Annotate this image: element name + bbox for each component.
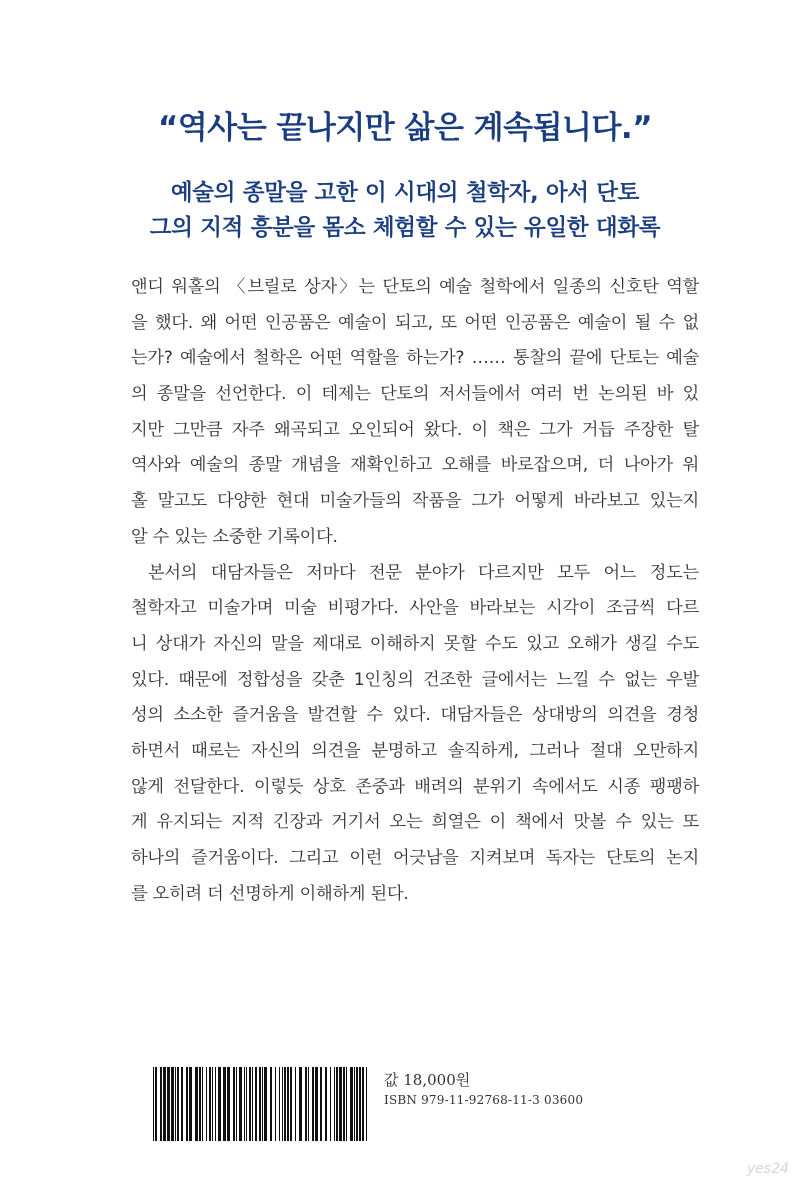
barcode-bar <box>315 1067 318 1141</box>
paragraph-2-line: 니 상대가 자신의 말을 제대로 이해하지 못할 수도 있고 오해가 생길 수도 <box>131 633 699 654</box>
barcode-bar <box>330 1067 331 1141</box>
barcode-bar <box>212 1067 213 1141</box>
headline-quote: “역사는 끝나지만 삶은 계속됩니다.” <box>157 110 653 146</box>
barcode-bar <box>262 1067 263 1141</box>
paragraph-2-line: 게 유지되는 지적 긴장과 거기서 오는 희열은 이 책에서 맛볼 수 있는 또 <box>131 812 699 833</box>
paragraph-1-line: 의 종말을 선언한다. 이 테제는 단토의 저서들에서 여러 번 논의된 바 있 <box>131 384 699 405</box>
barcode-bar <box>246 1067 247 1141</box>
barcode-bar <box>312 1067 314 1141</box>
isbn-barcode <box>153 1067 370 1141</box>
barcode-bar <box>259 1067 261 1141</box>
barcode-bar <box>339 1067 342 1141</box>
paragraph-2-line: 본서의 대담자들은 저마다 전문 분야가 다르지만 모두 어느 정도는 <box>148 562 699 583</box>
barcode-bar <box>209 1067 211 1141</box>
barcode-bar <box>189 1067 192 1141</box>
barcode-bar <box>356 1067 358 1141</box>
barcode-bar <box>325 1067 327 1141</box>
paragraph-2-line: 를 오히려 더 선명하게 이해하게 된다. <box>131 883 409 904</box>
subtitle-line-1: 예술의 종말을 고한 이 시대의 철학자, 아서 단토 <box>170 180 640 206</box>
barcode-bar <box>279 1067 280 1141</box>
barcode-bar <box>359 1067 361 1141</box>
barcode-bar <box>346 1067 347 1141</box>
barcode-bar <box>334 1067 335 1141</box>
barcode-bar <box>167 1067 170 1141</box>
barcode-bar <box>305 1067 307 1141</box>
paragraph-2-line: 있다. 때문에 정합성을 갖춘 1인칭의 건조한 글에서는 느낄 수 없는 우발 <box>131 669 699 690</box>
barcode-bar <box>270 1067 272 1141</box>
barcode-bar <box>350 1067 353 1141</box>
barcode-bar <box>195 1067 198 1141</box>
barcode-bar <box>252 1067 253 1141</box>
barcode-bar <box>215 1067 216 1141</box>
paragraph-2-line: 성의 소소한 즐거움을 발견할 수 있다. 대담자들은 상대방의 의견을 경청 <box>131 705 699 726</box>
barcode-bar <box>181 1067 183 1141</box>
barcode-bar <box>160 1067 162 1141</box>
barcode-bar <box>287 1067 289 1141</box>
barcode-bar <box>153 1067 154 1141</box>
barcode-bar <box>255 1067 257 1141</box>
barcode-bar <box>218 1067 221 1141</box>
barcode-bar <box>227 1067 230 1141</box>
yes24-watermark: yes24 <box>747 1161 790 1177</box>
isbn-label: ISBN 979-11-92768-11-3 03600 <box>384 1093 584 1107</box>
description-body <box>131 270 699 912</box>
barcode-bar <box>320 1067 322 1141</box>
barcode-bar <box>290 1067 292 1141</box>
barcode-bar <box>249 1067 251 1141</box>
paragraph-1-line: 을 했다. 왜 어떤 인공품은 예술이 되고, 또 어떤 인공품은 예술이 될 수 없 <box>131 312 699 333</box>
barcode-bar <box>239 1067 242 1141</box>
paragraph-1-line: 앤디 워홀의 〈브릴로 상자〉는 단토의 예술 철학에서 일종의 신호탄 역할 <box>131 277 699 297</box>
paragraph-2-line: 철학자고 미술가며 미술 비평가다. 사안을 바라보는 시각이 조금씩 다르 <box>131 598 699 619</box>
barcode-bar <box>354 1067 355 1141</box>
barcode-bar <box>236 1067 237 1141</box>
barcode-bar <box>233 1067 235 1141</box>
paragraph-2-line: 하면서 때로는 자신의 의견을 분명하고 솔직하게, 그러나 절대 오만하지 <box>131 740 699 761</box>
barcode-bar <box>284 1067 286 1141</box>
barcode-bar <box>163 1067 166 1141</box>
barcode-bar <box>308 1067 309 1141</box>
barcode-bar <box>206 1067 207 1141</box>
barcode-bar <box>336 1067 338 1141</box>
barcode-bar <box>343 1067 345 1141</box>
barcode-bar <box>202 1067 203 1141</box>
barcode-bar <box>362 1067 364 1141</box>
paragraph-1-line: 지만 그만큼 자주 왜곡되고 오인되어 왔다. 이 책은 그가 거듭 주장한 탈 <box>131 419 699 440</box>
paragraph-1-line: 는가? 예술에서 철학은 어떤 역할을 하는가? …… 통찰의 끝에 단토는 예술 <box>131 348 699 369</box>
barcode-bar <box>275 1067 276 1141</box>
barcode-bar <box>223 1067 226 1141</box>
paragraph-1-line: 홀 말고도 다양한 현대 미술가들의 작품을 그가 어떻게 바라보고 있는지 <box>131 491 699 512</box>
barcode-bar <box>199 1067 201 1141</box>
barcode-bar <box>244 1067 245 1141</box>
barcode-bar <box>177 1067 179 1141</box>
barcode-bar <box>299 1067 302 1141</box>
barcode-bar <box>155 1067 157 1141</box>
price-label: 값 18,000원 <box>384 1071 471 1089</box>
paragraph-1-line: 역사와 예술의 종말 개념을 재확인하고 오해를 바로잡으며, 더 나아가 워 <box>131 455 699 476</box>
barcode-bar <box>175 1067 176 1141</box>
barcode-bar <box>186 1067 188 1141</box>
barcode-bar <box>171 1067 174 1141</box>
barcode-bar <box>282 1067 283 1141</box>
barcode-bar <box>264 1067 267 1141</box>
paragraph-2-line: 하나의 즐거움이다. 그리고 이런 어긋남을 지켜보며 독자는 단토의 논지 <box>131 848 699 868</box>
paragraph-1-line: 알 수 있는 소중한 기록이다. <box>131 526 338 547</box>
barcode-bar <box>295 1067 296 1141</box>
paragraph-2-line: 않게 전달한다. 이렇듯 상호 존중과 배려의 분위기 속에서도 시종 팽팽하 <box>131 776 699 797</box>
subtitle-line-2: 그의 지적 흥분을 몸소 체험할 수 있는 유일한 대화록 <box>149 215 661 241</box>
barcode-bar <box>366 1067 367 1141</box>
